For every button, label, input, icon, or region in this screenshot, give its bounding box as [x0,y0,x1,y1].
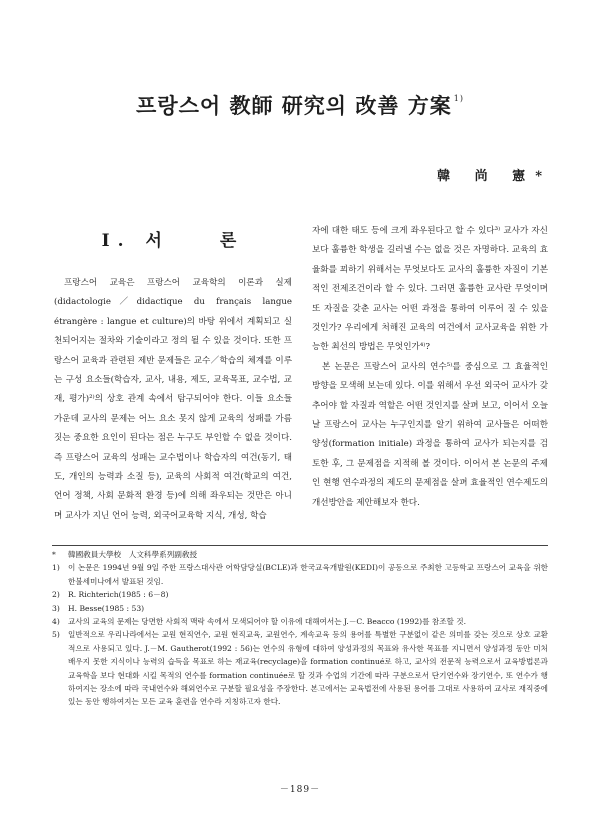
footnote [52,548,548,561]
footnote [52,588,548,601]
section-heading: I. 서 론 [101,231,245,251]
footnote [52,628,548,708]
footnote-mark: 3) [52,603,60,613]
footnote-text: 韓國敎員大學校 人文科學系列副敎授 [68,550,198,559]
footnote-text: 교사의 교육의 문제는 당면한 사회적 맥락 속에서 모색되어야 할 이유에 대해여서는 J.－C. Beacco (1992)를 참조할 것. [68,617,467,627]
body-paragraph: 자에 대한 태도 등에 크게 좌우된다고 할 수 있다³⁾ 교사가 자신보다 훌륭한 학생을 길러낼 수는 없을 것은 자명하다. 교육의 효율화를 꾀하기 위해서는 무엇보다도 교사의 훌륭한 자질이 기본적인 전제조건이라 할 수 있다. 그러면 훌륭한 교사란 무엇이며 또 자질을 갖춘 교사는 어떤 과정을 통하여 이루어 질 수 있을 것인가? 우리에게 처해진 교육의 여건에서 교사교육을 위한 가능한 최선의 방법은 무엇인가⁴⁾? [312,226,548,353]
footnote-text: H. Besse(1985 : 53) [68,603,145,613]
page-number: －189－ [279,785,321,795]
footnote-mark: 4) [52,617,60,627]
right-column [312,222,548,513]
footnote-text: 이 논문은 1994년 9월 9일 주한 프랑스대사관 어학담당실(BCLE)과 한국교육개발원(KEDI)이 공동으로 주최한 고등학교 프랑스어 교육을 위한 한불세미나에서 발표된 것임. [68,563,548,586]
footnote-mark: 1) [52,563,60,573]
title-footnote-mark: 1) [453,94,464,103]
footnote [52,615,548,628]
footnote-mark: * [52,550,56,559]
footnote-mark: 2) [52,590,60,600]
footnote-text: R. Richterich(1985 : 6－8) [68,590,169,600]
left-column [54,222,292,526]
author-name: 韓 尚 憲* [437,169,542,184]
footnote [52,561,548,588]
footnote [52,602,548,615]
body-paragraph: 프랑스어 교육은 프랑스어 교육학의 이론과 실제(didactologie／didactique du français langue étrangère : langue et culture)의 바탕 위에서 계획되고 실천되어지는 절차와 기술이라고 정의 될 수 있을 것이다. 또한 프랑스어 교육과 관련된 제반 문제들은 교수／학습의 체계를 이루는 구성 요소들(학습자, 교사, 내용, 제도, 교육목표, 교수법, 교재, 평가)²⁾의 상호 관계 속에서 탐구되어야 한다. 이들 요소들 가운데 교사의 문제는 어느 요소 못지 않게 교육의 성패를 가름짓는 중요한 요인이 된다는 점은 누구도 부인할 수 없을 것이다. 즉 프랑스어 교육의 성패는 교수법이나 학습자의 여건(동기, 태도, 개인의 능력과 소질 등), 교육의 사회적 여건(학교의 여건, 언어 정책, 사회 문화적 환경 등)에 의해 좌우되는 것만은 아니며 교사가 지닌 언어 능력, 외국어교육학 지식, 개성, 학습 [54,278,292,521]
footnote-mark: 5) [52,630,60,640]
footnote-divider [52,545,548,546]
footnote-text: 일반적으로 우리나라에서는 교원 현직연수, 교원 현직교육, 교원연수, 계속교육 등의 용어를 특별한 구분없이 같은 의미를 갖는 것으로 상호 교환적으로 사용되고 있다. J.－M. Gautherot(1992 : 56)는 연수의 유형에 대하여 양성과정의 목표와 유사한 목표를 지니면서 양성과정 동안 미처 배우지 못한 지식이나 능력의 습득을 목표로 하는 재교육(recyclage)을 formation continué로 하고, 교사의 전문적 능력으로서 교육방법론과 교육학을 보다 현대화 시킬 목적의 연수를 formation continuée로 할 것과 수업의 기간에 따라 구분으로서 단기연수와 장기연수, 또 연수가 행하여지는 장소에 따라 국내연수와 해외연수로 구분할 필요성을 주장한다. 본고에서는 교육법전에 사용된 용어를 그대로 사용하여 교사로 재직중에 있는 동안 행하여지는 모든 교육 훈련을 연수라 지칭하고자 한다. [68,630,548,707]
paper-title: 프랑스어 教師 研究의 改善 方案 $^{1)}$ [136,93,464,118]
body-paragraph: 본 논문은 프랑스어 교사의 연수⁵⁾를 중심으로 그 효율적인 방향을 모색해 보는데 있다. 이를 위해서 우선 외국어 교사가 갖추어야 할 자질과 역할은 어떤 것인지를 살펴 보고, 이어서 오늘날 프랑스어 교사는 누구인지를 알기 위하여 교사들은 어떠한 양성(formation initiale) 과정을 통하여 교사가 되는지를 검토한 후, 그 문제점을 지적해 볼 것이다. 이어서 본 논문의 주제인 현행 연수과정의 제도의 문제점을 살펴 효율적인 연수제도의 개선방안을 제안해보자 한다. [312,361,548,508]
author-footnote-mark: * [535,169,542,184]
footnotes [52,548,548,709]
